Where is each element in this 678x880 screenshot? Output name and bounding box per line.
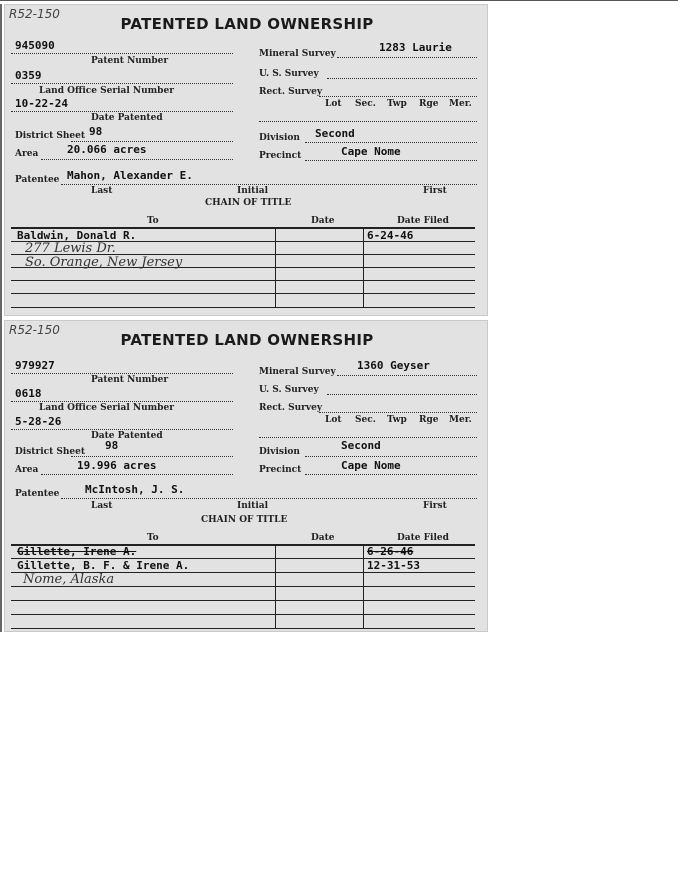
date-patented-value: 10-22-24 (15, 97, 68, 110)
table-rule (11, 280, 475, 281)
district-sheet-label: District Sheet (15, 447, 86, 457)
chain-row-to: Gillette, B. F. & Irene A. (17, 559, 190, 572)
division-value: Second (341, 439, 381, 452)
col-to-label: To (147, 533, 159, 543)
rect-col-twp: Twp (387, 99, 407, 109)
col-date-label: Date (311, 216, 335, 226)
us-survey-label: U. S. Survey (259, 385, 319, 395)
district-sheet-label: District Sheet (15, 131, 86, 141)
table-rule (11, 293, 475, 294)
serial-number-value: 0359 (15, 69, 42, 82)
card-heading: PATENTED LAND OWNERSHIP (120, 15, 374, 33)
page-top-rule (0, 0, 678, 1)
mineral-survey-value: 1283 Laurie (379, 41, 452, 54)
serial-number-line (11, 83, 233, 84)
col-filed-label: Date Filed (397, 216, 449, 226)
col-to-label: To (147, 216, 159, 226)
table-rule (11, 307, 475, 308)
rect-survey-line (319, 412, 477, 413)
date-patented-value: 5-28-26 (15, 415, 62, 428)
serial-number-label: Land Office Serial Number (39, 86, 174, 96)
table-col-divider (275, 227, 276, 307)
chain-of-title-label: CHAIN OF TITLE (201, 515, 288, 525)
date-patented-line (11, 429, 233, 430)
table-rule (11, 628, 475, 629)
us-survey-label: U. S. Survey (259, 69, 319, 79)
rect-survey-line (319, 96, 477, 97)
area-line (41, 159, 233, 160)
division-value: Second (315, 127, 355, 140)
date-patented-label: Date Patented (91, 431, 163, 441)
precinct-line (305, 474, 477, 475)
mineral-survey-label: Mineral Survey (259, 49, 336, 59)
chain-row-handwritten: Nome, Alaska (23, 572, 115, 587)
patentee-initial-label: Initial (237, 186, 268, 196)
col-date-label: Date (311, 533, 335, 543)
patentee-last-label: Last (91, 186, 113, 196)
precinct-label: Precinct (259, 465, 302, 475)
rect-col-twp: Twp (387, 415, 407, 425)
precinct-value: Cape Nome (341, 459, 401, 472)
patentee-value: McIntosh, J. S. (85, 483, 185, 496)
chain-of-title-table (11, 544, 475, 630)
chain-of-title-table (11, 227, 475, 309)
rect-survey-label: Rect. Survey (259, 403, 323, 413)
patentee-line (61, 184, 477, 185)
patentee-value: Mahon, Alexander E. (67, 169, 193, 182)
chain-row-to: Baldwin, Donald R. (17, 229, 137, 242)
serial-number-value: 0618 (15, 387, 42, 400)
land-card-2 (4, 320, 488, 632)
area-value: 19.996 acres (77, 459, 157, 472)
patent-number-label: Patent Number (91, 56, 169, 66)
mineral-survey-line (337, 375, 477, 376)
division-label: Division (259, 133, 300, 143)
date-patented-label: Date Patented (91, 113, 163, 123)
patent-number-value: 945090 (15, 39, 55, 52)
land-card-1 (4, 4, 488, 316)
area-line (41, 474, 233, 475)
chain-row-handwritten: 277 Lewis Dr. (25, 241, 116, 256)
patentee-first-label: First (423, 501, 447, 511)
patentee-last-label: Last (91, 501, 113, 511)
card-ref-number: R52-150 (9, 323, 60, 337)
table-col-divider (363, 227, 364, 307)
rect-col-lot: Lot (325, 415, 342, 425)
serial-number-line (11, 401, 233, 402)
us-survey-line (327, 78, 477, 79)
area-value: 20.066 acres (67, 143, 147, 156)
precinct-label: Precinct (259, 151, 302, 161)
division-line (305, 142, 477, 143)
rect-survey-blank-line (259, 437, 477, 438)
patentee-initial-label: Initial (237, 501, 268, 511)
table-rule (11, 600, 475, 601)
rect-col-rge: Rge (419, 415, 439, 425)
patentee-label: Patentee (15, 489, 60, 499)
district-sheet-value: 98 (105, 439, 119, 452)
patent-number-value: 979927 (15, 359, 55, 372)
chain-row-filed: 6-24-46 (367, 229, 414, 242)
chain-row-filed: 6-26-46 (367, 545, 414, 558)
chain-row-handwritten: So. Orange, New Jersey (25, 255, 183, 270)
col-filed-label: Date Filed (397, 533, 449, 543)
rect-col-mer: Mer. (449, 415, 472, 425)
precinct-line (305, 160, 477, 161)
chain-row-filed: 12-31-53 (367, 559, 420, 572)
rect-col-mer: Mer. (449, 99, 472, 109)
precinct-value: Cape Nome (341, 145, 401, 158)
district-sheet-value: 98 (89, 125, 103, 138)
rect-col-sec: Sec. (355, 415, 376, 425)
patentee-line (61, 498, 477, 499)
date-patented-line (11, 111, 233, 112)
area-label: Area (15, 465, 39, 475)
division-label: Division (259, 447, 300, 457)
table-rule (11, 614, 475, 615)
serial-number-label: Land Office Serial Number (39, 403, 174, 413)
district-sheet-line (71, 456, 233, 457)
chain-row-to: Gillette, Irene A. (17, 545, 137, 558)
area-label: Area (15, 149, 39, 159)
table-col-divider (275, 544, 276, 628)
patent-number-line (11, 373, 233, 374)
chain-of-title-label: CHAIN OF TITLE (205, 198, 292, 208)
card-ref-number: R52-150 (9, 7, 60, 21)
rect-survey-label: Rect. Survey (259, 87, 323, 97)
mineral-survey-value: 1360 Geyser (357, 359, 430, 372)
mineral-survey-line (337, 57, 477, 58)
rect-col-rge: Rge (419, 99, 439, 109)
table-col-divider (363, 544, 364, 628)
rect-col-sec: Sec. (355, 99, 376, 109)
patentee-first-label: First (423, 186, 447, 196)
card-heading: PATENTED LAND OWNERSHIP (120, 331, 374, 349)
us-survey-line (327, 394, 477, 395)
page-left-edge (0, 4, 2, 632)
rect-col-lot: Lot (325, 99, 342, 109)
rect-survey-blank-line (259, 121, 477, 122)
patentee-label: Patentee (15, 175, 60, 185)
patent-number-label: Patent Number (91, 375, 169, 385)
division-line (305, 456, 477, 457)
district-sheet-line (71, 141, 233, 142)
mineral-survey-label: Mineral Survey (259, 367, 336, 377)
patent-number-line (11, 53, 233, 54)
